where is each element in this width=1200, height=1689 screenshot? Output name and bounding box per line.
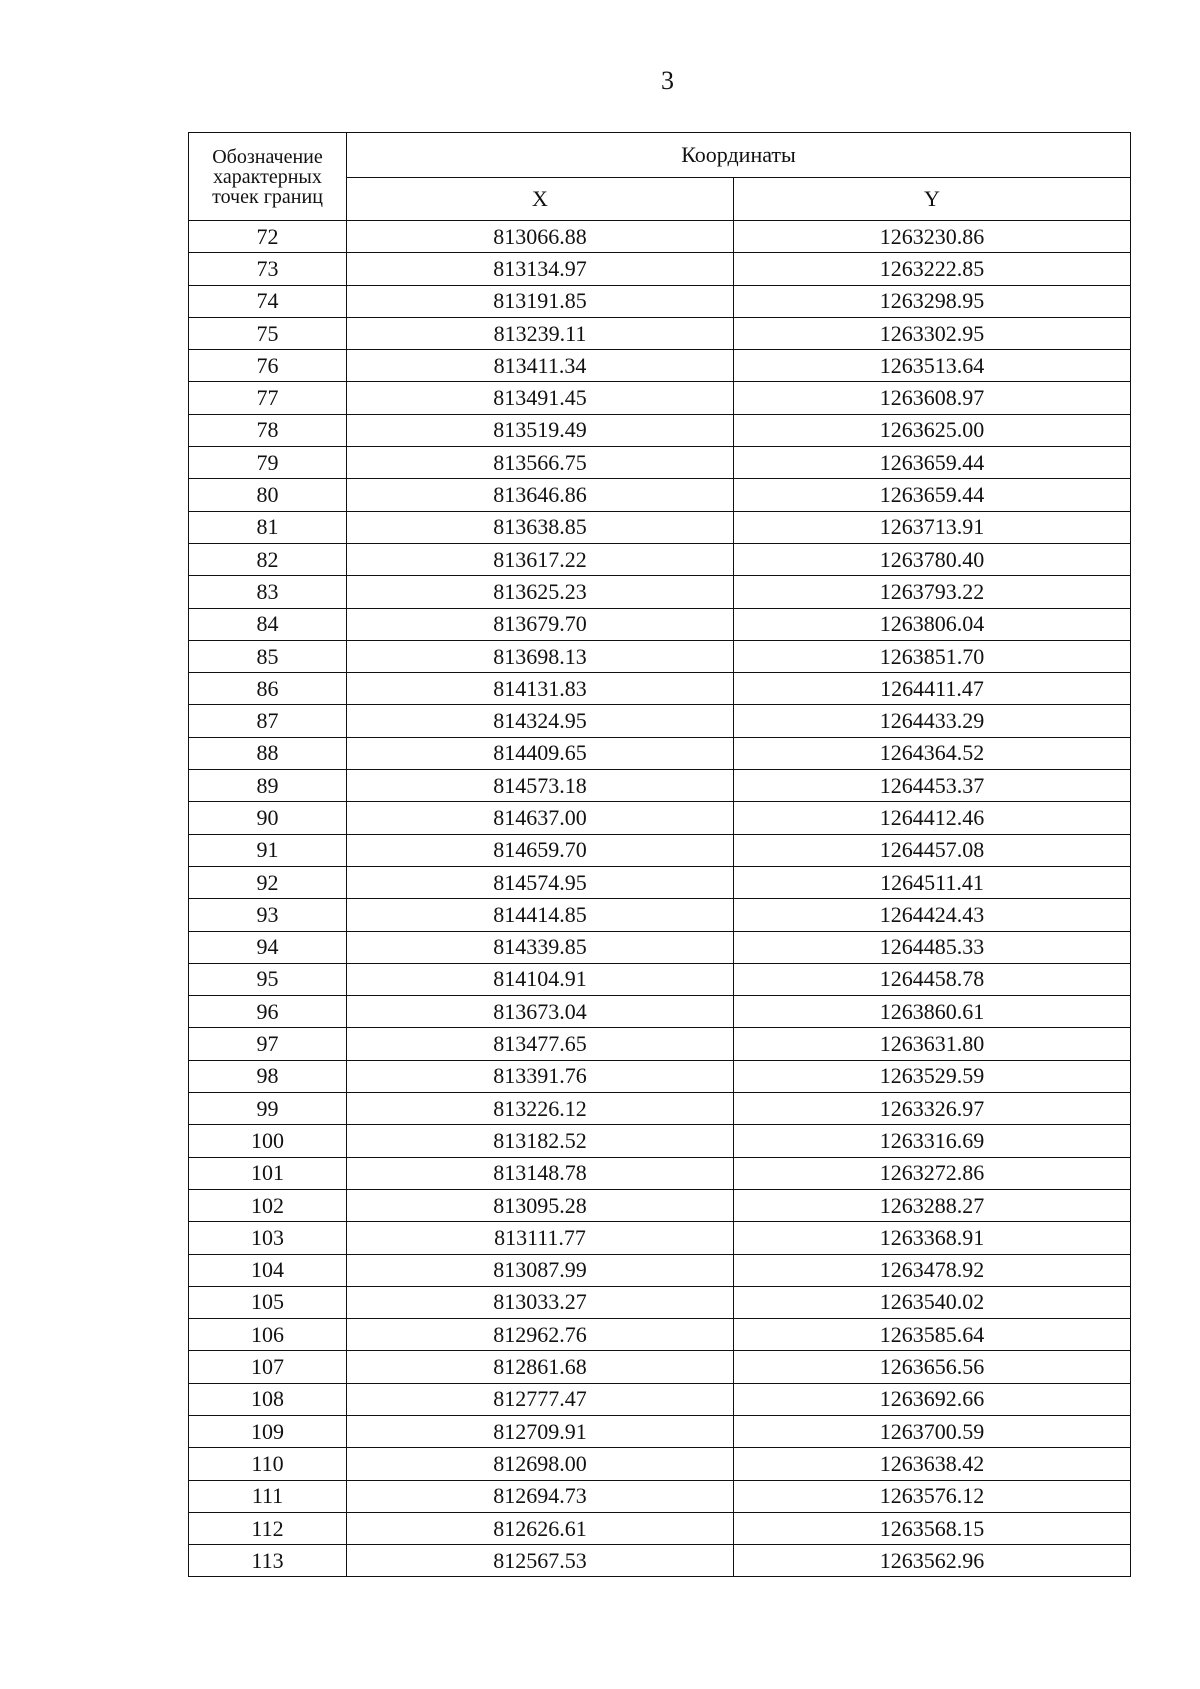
- table-row: [189, 705, 1131, 737]
- y-cell: 1263638.42: [734, 1448, 1131, 1480]
- table-row: [189, 285, 1131, 317]
- x-cell: 814104.91: [347, 963, 734, 995]
- x-cell: 813698.13: [347, 640, 734, 672]
- table-row: [189, 221, 1131, 253]
- table-row: [189, 1060, 1131, 1092]
- y-cell: 1264364.52: [734, 737, 1131, 769]
- x-cell: 813638.85: [347, 511, 734, 543]
- table-row: [189, 1093, 1131, 1125]
- point-cell: 110: [189, 1448, 347, 1480]
- y-cell: 1263625.00: [734, 414, 1131, 446]
- table-row: [189, 1351, 1131, 1383]
- x-cell: 814131.83: [347, 673, 734, 705]
- table-row: [189, 1028, 1131, 1060]
- point-cell: 98: [189, 1060, 347, 1092]
- point-cell: 99: [189, 1093, 347, 1125]
- table-row: [189, 931, 1131, 963]
- table-row: [189, 350, 1131, 382]
- y-cell: 1263659.44: [734, 447, 1131, 479]
- table-row: [189, 737, 1131, 769]
- point-cell: 85: [189, 640, 347, 672]
- point-cell: 77: [189, 382, 347, 414]
- point-cell: 83: [189, 576, 347, 608]
- y-cell: 1263659.44: [734, 479, 1131, 511]
- y-cell: 1264453.37: [734, 770, 1131, 802]
- point-cell: 75: [189, 317, 347, 349]
- table-body: [189, 221, 1131, 1577]
- y-cell: 1263568.15: [734, 1512, 1131, 1544]
- table-row: [189, 543, 1131, 575]
- point-cell: 109: [189, 1415, 347, 1447]
- x-cell: 813477.65: [347, 1028, 734, 1060]
- y-cell: 1263529.59: [734, 1060, 1131, 1092]
- x-cell: 812962.76: [347, 1319, 734, 1351]
- x-cell: 812626.61: [347, 1512, 734, 1544]
- point-cell: 102: [189, 1189, 347, 1221]
- point-cell: 93: [189, 899, 347, 931]
- point-cell: 84: [189, 608, 347, 640]
- y-cell: 1263851.70: [734, 640, 1131, 672]
- point-cell: 76: [189, 350, 347, 382]
- x-cell: 814573.18: [347, 770, 734, 802]
- point-cell: 92: [189, 866, 347, 898]
- point-cell: 91: [189, 834, 347, 866]
- x-cell: 812694.73: [347, 1480, 734, 1512]
- x-cell: 813625.23: [347, 576, 734, 608]
- x-cell: 813679.70: [347, 608, 734, 640]
- table-row: [189, 1415, 1131, 1447]
- y-cell: 1263713.91: [734, 511, 1131, 543]
- y-cell: 1263700.59: [734, 1415, 1131, 1447]
- x-cell: 813411.34: [347, 350, 734, 382]
- table-row: [189, 673, 1131, 705]
- table-row: [189, 576, 1131, 608]
- table-row: [189, 447, 1131, 479]
- table-row: [189, 1448, 1131, 1480]
- x-cell: 813191.85: [347, 285, 734, 317]
- table-row: [189, 1512, 1131, 1544]
- y-cell: 1263860.61: [734, 996, 1131, 1028]
- y-cell: 1264458.78: [734, 963, 1131, 995]
- x-cell: 813148.78: [347, 1157, 734, 1189]
- x-cell: 814409.65: [347, 737, 734, 769]
- table-row: [189, 1157, 1131, 1189]
- y-cell: 1263608.97: [734, 382, 1131, 414]
- y-cell: 1263288.27: [734, 1189, 1131, 1221]
- x-cell: 812861.68: [347, 1351, 734, 1383]
- x-cell: 814659.70: [347, 834, 734, 866]
- y-cell: 1263326.97: [734, 1093, 1131, 1125]
- y-cell: 1263222.85: [734, 253, 1131, 285]
- x-cell: 814414.85: [347, 899, 734, 931]
- x-cell: 813566.75: [347, 447, 734, 479]
- table-row: [189, 317, 1131, 349]
- table-row: [189, 770, 1131, 802]
- point-cell: 72: [189, 221, 347, 253]
- y-cell: 1263298.95: [734, 285, 1131, 317]
- point-cell: 89: [189, 770, 347, 802]
- y-cell: 1263806.04: [734, 608, 1131, 640]
- y-cell: 1264412.46: [734, 802, 1131, 834]
- y-cell: 1264457.08: [734, 834, 1131, 866]
- point-cell: 104: [189, 1254, 347, 1286]
- point-cell: 90: [189, 802, 347, 834]
- y-cell: 1263368.91: [734, 1222, 1131, 1254]
- x-cell: 813182.52: [347, 1125, 734, 1157]
- x-cell: 813617.22: [347, 543, 734, 575]
- table-header: [189, 133, 1131, 221]
- x-cell: 812567.53: [347, 1545, 734, 1577]
- table-row: [189, 1480, 1131, 1512]
- x-cell: 813519.49: [347, 414, 734, 446]
- x-cell: 813239.11: [347, 317, 734, 349]
- point-column-header: Обозначение характерных точек границ: [189, 133, 347, 221]
- x-cell: 813673.04: [347, 996, 734, 1028]
- x-cell: 812709.91: [347, 1415, 734, 1447]
- point-cell: 112: [189, 1512, 347, 1544]
- x-cell: 814339.85: [347, 931, 734, 963]
- y-cell: 1264485.33: [734, 931, 1131, 963]
- y-cell: 1264424.43: [734, 899, 1131, 931]
- point-cell: 95: [189, 963, 347, 995]
- point-cell: 81: [189, 511, 347, 543]
- y-cell: 1264411.47: [734, 673, 1131, 705]
- y-cell: 1264433.29: [734, 705, 1131, 737]
- x-column-header: X: [347, 178, 734, 221]
- point-cell: 101: [189, 1157, 347, 1189]
- point-cell: 97: [189, 1028, 347, 1060]
- table-row: [189, 1189, 1131, 1221]
- point-cell: 107: [189, 1351, 347, 1383]
- x-cell: 814324.95: [347, 705, 734, 737]
- table-row: [189, 640, 1131, 672]
- y-cell: 1263230.86: [734, 221, 1131, 253]
- point-cell: 78: [189, 414, 347, 446]
- coordinates-table: [188, 132, 1131, 1577]
- table-row: [189, 1383, 1131, 1415]
- point-cell: 87: [189, 705, 347, 737]
- point-cell: 74: [189, 285, 347, 317]
- page-number: 3: [661, 66, 674, 95]
- y-cell: 1263780.40: [734, 543, 1131, 575]
- table-row: [189, 511, 1131, 543]
- point-cell: 80: [189, 479, 347, 511]
- x-cell: 813391.76: [347, 1060, 734, 1092]
- table-row: [189, 802, 1131, 834]
- y-cell: 1263540.02: [734, 1286, 1131, 1318]
- x-cell: 814637.00: [347, 802, 734, 834]
- point-cell: 96: [189, 996, 347, 1028]
- y-cell: 1263478.92: [734, 1254, 1131, 1286]
- y-cell: 1263272.86: [734, 1157, 1131, 1189]
- y-cell: 1263631.80: [734, 1028, 1131, 1060]
- table-row: [189, 996, 1131, 1028]
- table-row: [189, 834, 1131, 866]
- y-cell: 1263793.22: [734, 576, 1131, 608]
- point-cell: 79: [189, 447, 347, 479]
- table-row: [189, 253, 1131, 285]
- table-row: [189, 1545, 1131, 1577]
- x-cell: 813066.88: [347, 221, 734, 253]
- y-cell: 1263656.56: [734, 1351, 1131, 1383]
- table-row: [189, 382, 1131, 414]
- x-cell: 813491.45: [347, 382, 734, 414]
- x-cell: 813646.86: [347, 479, 734, 511]
- y-cell: 1263513.64: [734, 350, 1131, 382]
- table-row: [189, 1222, 1131, 1254]
- point-cell: 82: [189, 543, 347, 575]
- x-cell: 813095.28: [347, 1189, 734, 1221]
- y-cell: 1263562.96: [734, 1545, 1131, 1577]
- y-cell: 1263692.66: [734, 1383, 1131, 1415]
- y-cell: 1264511.41: [734, 866, 1131, 898]
- y-cell: 1263302.95: [734, 317, 1131, 349]
- table-row: [189, 1125, 1131, 1157]
- table-row: [189, 1319, 1131, 1351]
- y-cell: 1263585.64: [734, 1319, 1131, 1351]
- point-cell: 105: [189, 1286, 347, 1318]
- point-cell: 94: [189, 931, 347, 963]
- point-cell: 111: [189, 1480, 347, 1512]
- table-row: [189, 479, 1131, 511]
- point-cell: 88: [189, 737, 347, 769]
- point-cell: 100: [189, 1125, 347, 1157]
- y-cell: 1263316.69: [734, 1125, 1131, 1157]
- table-row: [189, 963, 1131, 995]
- point-cell: 73: [189, 253, 347, 285]
- table-row: [189, 899, 1131, 931]
- y-column-header: Y: [734, 178, 1131, 221]
- x-cell: 814574.95: [347, 866, 734, 898]
- table-row: [189, 866, 1131, 898]
- point-cell: 108: [189, 1383, 347, 1415]
- x-cell: 812698.00: [347, 1448, 734, 1480]
- x-cell: 813134.97: [347, 253, 734, 285]
- x-cell: 813033.27: [347, 1286, 734, 1318]
- table-row: [189, 1286, 1131, 1318]
- y-cell: 1263576.12: [734, 1480, 1131, 1512]
- x-cell: 813226.12: [347, 1093, 734, 1125]
- coordinates-header: Координаты: [347, 133, 1131, 178]
- x-cell: 813111.77: [347, 1222, 734, 1254]
- point-cell: 86: [189, 673, 347, 705]
- point-cell: 103: [189, 1222, 347, 1254]
- table-row: [189, 414, 1131, 446]
- table-row: [189, 608, 1131, 640]
- point-cell: 106: [189, 1319, 347, 1351]
- point-cell: 113: [189, 1545, 347, 1577]
- x-cell: 813087.99: [347, 1254, 734, 1286]
- table-row: [189, 1254, 1131, 1286]
- x-cell: 812777.47: [347, 1383, 734, 1415]
